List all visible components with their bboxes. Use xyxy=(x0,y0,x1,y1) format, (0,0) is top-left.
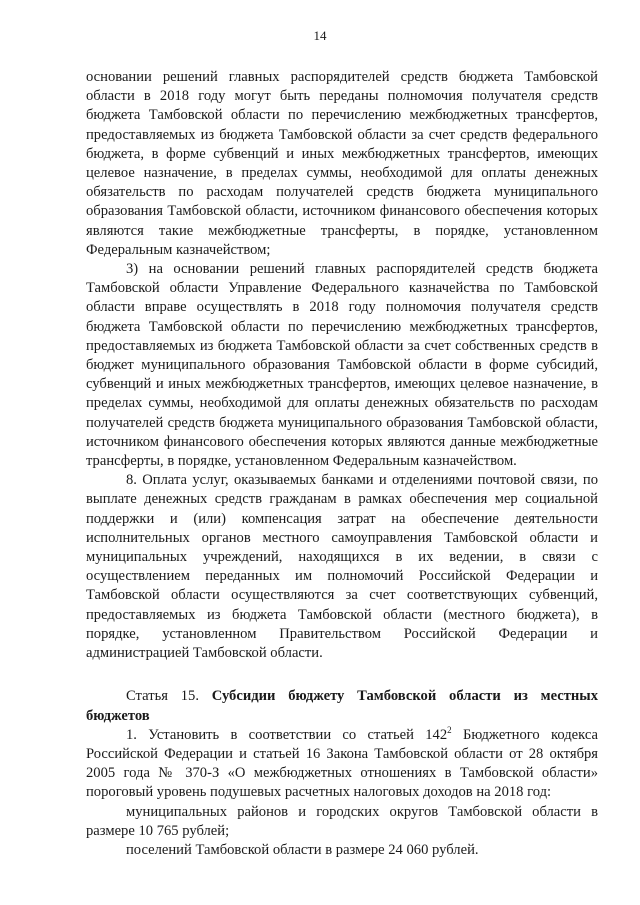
paragraph-settlements: поселений Тамбовской области в размере 24 060 рублей. xyxy=(126,841,479,858)
article-title: Субсидии бюджету Тамбовской области из местных бюджетов xyxy=(86,688,598,724)
page-number: 14 xyxy=(313,28,327,43)
superscript: 2 xyxy=(447,724,452,735)
document-body xyxy=(86,68,598,860)
article-number: Статья 15. xyxy=(126,688,212,705)
article-heading xyxy=(86,687,598,725)
paragraph-continuation: основании решений главных распорядителей средств бюджета Тамбовской области в 2018 году могут быть переданы полномочия получателя средств бюджета Тамбовской области по перечислению межбюджетных трансфертов, предоставляемых из бюджета Тамбовской области за счет средств федерального бюджета, в форме субвенций и иных межбюджетных трансфертов, имеющих целевое назначение, в пределах суммы, необходимой для оплаты денежных обязательств по расходам получателей средств бюджета муниципального образования Тамбовской области, источником финансового обеспечения которых являются такие межбюджетные трансферты, в порядке, установленном Федеральным казначейством; xyxy=(86,69,598,258)
paragraph-article-item-1 xyxy=(86,726,598,803)
paragraph-article-item-1-start: 1. Установить в соответствии со статьей 142 xyxy=(126,726,448,743)
paragraph-article-item-1-end: Бюджетного кодекса Российской Федерации и статьей 16 Закона Тамбовской области от 28 октября 2005 года № 370-З «О межбюджетных отношениях в Тамбовской области» пороговый уровень подушевых расчетных налоговых доходов на 2018 год: xyxy=(86,726,598,801)
paragraph-item-3: 3) на основании решений главных распорядителей средств бюджета Тамбовской области Управление Федерального казначейства по Тамбовской области вправе осуществлять в 2018 году полномочия получателя средств бюджета Тамбовской области по перечислению межбюджетных трансфертов, предоставляемых из бюджета Тамбовской области за счет собственных средств в бюджет муниципального образования Тамбовской области в форме субсидий, субвенций и иных межбюджетных трансфертов, имеющих целевое назначение, в пределах суммы, необходимой для оплаты денежных обязательств по расходам получателей средств бюджета муниципального образования Тамбовской области, источником финансового обеспечения которых являются данные межбюджетные трансферты, в порядке, установленном Федеральным казначейством. xyxy=(86,261,598,470)
paragraph-item-8: 8. Оплата услуг, оказываемых банками и отделениями почтовой связи, по выплате денежных средств гражданам в рамках обеспечения мер социальной поддержки и (или) компенсация затрат на обеспечение деятельности исполнительных органов местного самоуправления Тамбовской области и муниципальных учреждений, находящихся в их ведении, в связи с осуществлением переданных им полномочий Российской Федерации и Тамбовской области осуществляются за счет соответствующих субвенций, предоставляемых из бюджета Тамбовской области (местного бюджета), в порядке, установленном Правительством Российской Федерации и администрацией Тамбовской области. xyxy=(86,472,598,662)
paragraph-districts: муниципальных районов и городских округов Тамбовской области в размере 10 765 рублей; xyxy=(86,803,598,839)
